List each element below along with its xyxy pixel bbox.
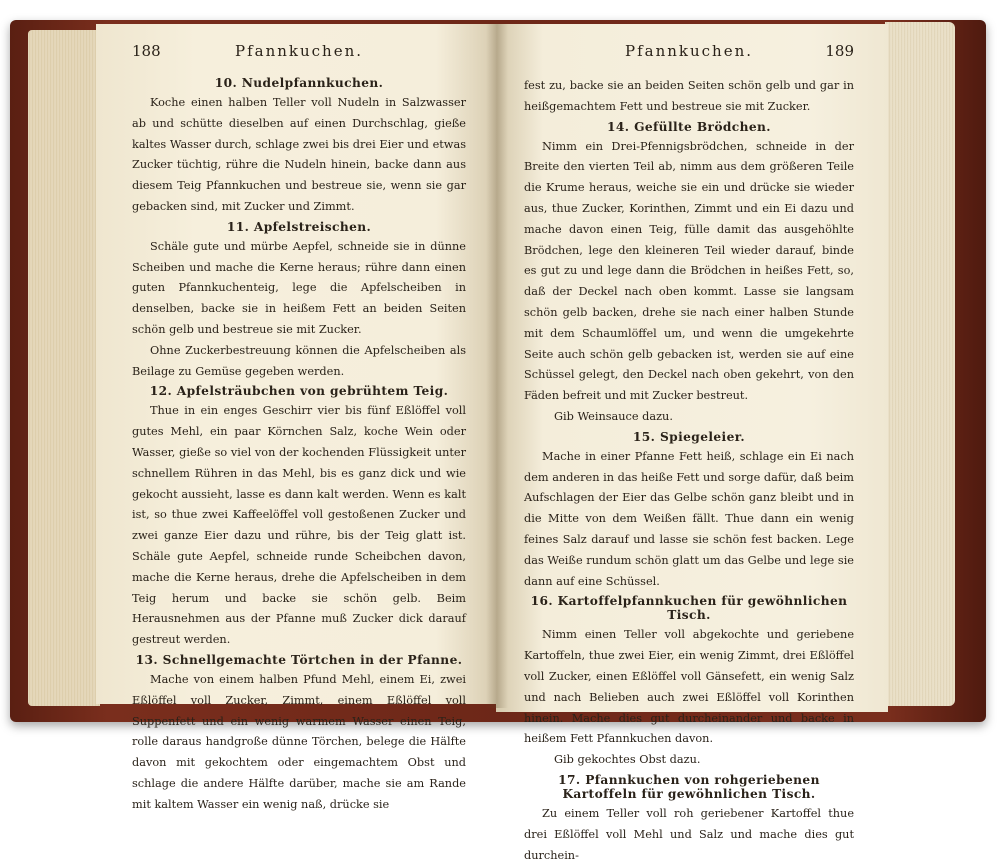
left-page (96, 24, 496, 811)
recipe-paragraph: fest zu, backe sie an beiden Seiten schön gelb und gar in heißgemachtem Fett und bestreue sie mit Zucker. (524, 79, 854, 113)
recipe-title: 15. Spiegeleier. (632, 429, 746, 444)
recipe-title: 11. Apfelstreischen. (226, 219, 372, 234)
running-head-title: Pfannkuchen. (234, 42, 364, 60)
right-page-edges (885, 22, 955, 706)
recipe-paragraph: Thue in ein enges Geschirr vier bis fünf Eßlöffel voll gutes Mehl, ein paar Körnchen Salz, koche Wein oder Wasser, gieße so viel von der kochenden Flüssigkeit unter schnellem Rühren in das Mehl, bis es ganz dick und wie gekocht aussieht, lasse es dann kalt werden. Wenn es kalt ist, so thue zwei Kaffeelöffel voll gestoßenen Zucker und zwei ganze Eier dazu und rühre, bis der Teig glatt ist. Schäle gute Aepfel, schneide runde Scheibchen davon, mache die Kerne heraus, drehe die Apfelscheiben in dem Teig herum und backe sie schön gelb. Beim Herausnehmen aus der Pfanne muß Zucker dick darauf gestreut werden. (132, 404, 466, 647)
recipe-title: 16. Kartoffelpfannkuchen für gewöhnlichen Tisch. (530, 594, 848, 623)
recipe-paragraph: Mache von einem halben Pfund Mehl, einem Ei, zwei Eßlöffel voll Zucker, Zimmt, einem Eßlöffel voll Suppenfett und ein wenig warmem Wasser einen Teig, rolle daraus handgroße dünne Törchen, belege die Hälfte davon mit gekochtem oder eingemachtem Obst und schlage die andere Hälfte darüber, mache sie am Rande mit kaltem Wasser ein wenig naß, drücke sie (132, 672, 466, 811)
left-page-content (132, 76, 466, 816)
recipe-title: 12. Apfelsträubchen von gebrühtem Teig. (149, 384, 449, 399)
recipe-paragraph: Nimm einen Teller voll abgekochte und geriebene Kartoffeln, thue zwei Eier, ein wenig Zimmt, drei Eßlöffel voll Zucker, einen Eßlöffel voll Gänsefett, ein wenig Salz und nach Belieben auch zwei Eßlöffel voll Korinthen hinein. Mache dies gut durcheinander und backe in heißem Fett Pfannkuchen davon. (524, 628, 854, 746)
recipe-title: 13. Schnellgemachte Törtchen in der Pfanne. (135, 652, 463, 667)
recipe-paragraph: Mache in einer Pfanne Fett heiß, schlage ein Ei nach dem anderen in das heiße Fett und sorge dafür, daß beim Aufschlagen der Eier das Gelbe schön ganz bleibt und in die Mitte von dem Weißen fällt. Thue dann ein wenig feines Salz darauf und lasse sie schön fest backen. Lege das Weiße rundum schön glatt um das Gelbe und lege sie dann auf eine Schüssel. (524, 449, 854, 588)
recipe-paragraph: Ohne Zuckerbestreuung können die Apfelscheiben als Beilage zu Gemüse gegeben werden. (132, 343, 466, 378)
running-head (524, 42, 854, 66)
recipe-title: 14. Gefüllte Brödchen. (607, 119, 771, 134)
recipe-title: 10. Nudelpfannkuchen. (214, 76, 384, 90)
recipe-title: 17. Pfannkuchen von rohgeriebenen Kartoffeln für gewöhnlichen Tisch. (558, 772, 820, 801)
right-page-content (524, 76, 854, 866)
serving-note: Gib Weinsauce dazu. (554, 409, 673, 423)
recipe-paragraph: Nimm ein Drei-Pfennigsbrödchen, schneide in der Breite den vierten Teil ab, nimm aus dem größeren Teile die Krume heraus, weiche sie ein und drücke sie wieder aus, thue Zucker, Korinthen, Zimmt und ein Ei dazu und mache davon einen Teig, fülle damit das ausgehöhlte Brödchen, lege den kleineren Teil wieder darauf, binde es gut zu und lege dann die Brödchen in heißes Fett, so, daß der Deckel nach oben kommt. Lasse sie langsam schön gelb backen, drehe sie nach einer halben Stunde mit dem Schaumlöffel um, und wenn die umgekehrte Seite auch schön gelb gebacken ist, werden sie auf eine Schüssel gelegt, den Deckel nach oben gekehrt, von den Fäden befreit und mit Zucker bestreut. (524, 139, 854, 403)
recipe-paragraph: Schäle gute und mürbe Aepfel, schneide sie in dünne Scheiben und mache die Kerne heraus; rühre dann einen guten Pfannkuchenteig, lege die Apfelscheiben in denselben, backe sie in heißem Fett an beiden Seiten schön gelb und bestreue sie mit Zucker. (132, 239, 466, 336)
recipe-paragraph: Koche einen halben Teller voll Nudeln in Salzwasser ab und schütte dieselben auf einen Durchschlag, gieße kaltes Wasser durch, schlage zwei bis drei Eier und etwas Zucker tüchtig, rühre die Nudeln hinein, backe dann aus diesem Teig Pfannkuchen und bestreue sie, wenn sie gar gebacken sind, mit Zucker und Zimmt. (132, 96, 466, 213)
running-head-title: Pfannkuchen. (624, 42, 754, 60)
book-gutter (486, 24, 508, 708)
recipe-paragraph: Zu einem Teller voll roh geriebener Kartoffel thue drei Eßlöffel voll Mehl und Salz und mache dies gut durchein- (524, 806, 854, 862)
running-head (132, 42, 466, 66)
left-page-edges (28, 30, 100, 706)
serving-note: Gib gekochtes Obst dazu. (554, 753, 701, 767)
page-number: 189 (825, 42, 854, 60)
right-page (496, 24, 888, 862)
page-number: 188 (132, 42, 161, 60)
